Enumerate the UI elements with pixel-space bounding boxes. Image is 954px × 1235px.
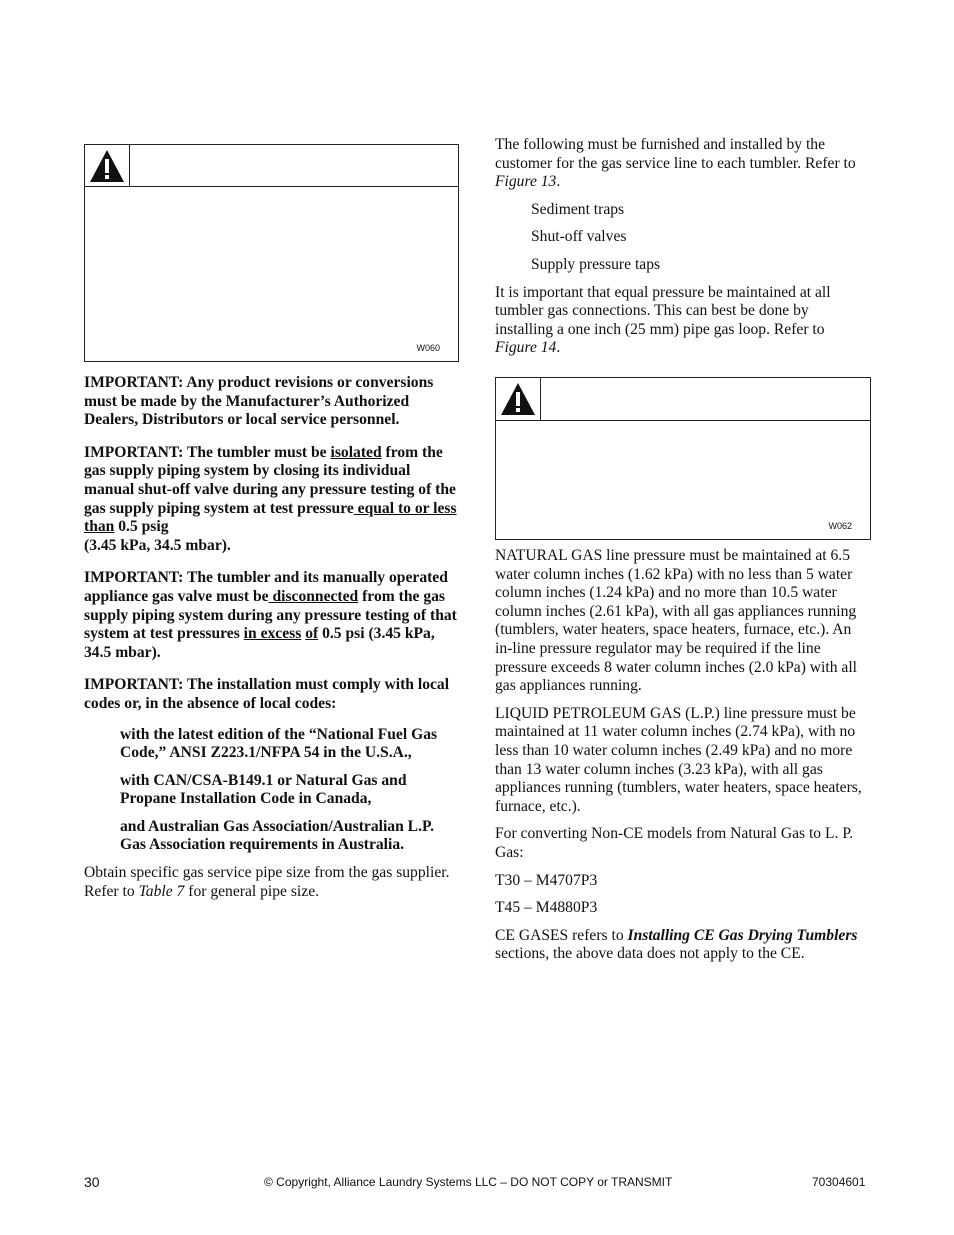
t45-kit: T45 – M4880P3 bbox=[495, 899, 598, 917]
left-column bbox=[84, 374, 458, 915]
warning-triangle-icon bbox=[499, 381, 537, 417]
right-column-top bbox=[495, 136, 869, 372]
right-column-bottom bbox=[495, 547, 869, 978]
important-revisions: IMPORTANT: Any product revisions or conversions must be made by the Manufacturer’s Authorized Dealers, Distributors or local service personnel. bbox=[84, 374, 434, 429]
list-item: Shut-off valves bbox=[531, 228, 627, 246]
warning-header bbox=[85, 145, 458, 187]
copyright-notice: © Copyright, Alliance Laundry Systems LLC – DO NOT COPY or TRANSMIT bbox=[264, 1175, 673, 1189]
warning-code: W062 bbox=[828, 521, 852, 531]
code-item: with the latest edition of the “National Fuel Gas Code,” ANSI Z223.1/NFPA 54 in the U.S.A., bbox=[120, 725, 438, 762]
document-number: 70304601 bbox=[812, 1175, 866, 1189]
lp-gas-paragraph: LIQUID PETROLEUM GAS (L.P.) line pressure must be maintained at 11 water column inches (2.74 kPa), with no less than 10 water column inches (2.49 kPa) and no more than 13 water column inches (3.23 kPa), with all gas appliances running (tumblers, water heaters, space heaters, furnace, etc.). bbox=[495, 704, 862, 815]
pipe-size-paragraph: Obtain specific gas service pipe size from the gas supplier. Refer to Table 7 for general pipe size. bbox=[84, 864, 450, 900]
page-number: 30 bbox=[84, 1174, 100, 1190]
important-disconnected: IMPORTANT: The tumbler and its manually operated appliance gas valve must be disconnected from the gas supply piping system during any pressure testing of that system at test pressures in excess of 0.5 psi (3.45 kPa, 34.5 mbar). bbox=[84, 569, 457, 661]
list-item: Sediment traps bbox=[531, 200, 625, 218]
equal-pressure-paragraph: It is important that equal pressure be maintained at all tumbler gas connections. This can best be done by installing a one inch (25 mm) pipe gas loop. Refer to Figure 14. bbox=[495, 283, 831, 357]
warning-box-2 bbox=[495, 377, 871, 540]
code-item: with CAN/CSA-B149.1 or Natural Gas and Propane Installation Code in Canada, bbox=[120, 771, 407, 808]
warning-triangle-icon bbox=[88, 148, 126, 184]
ce-gases-paragraph: CE GASES refers to Installing CE Gas Drying Tumblers sections, the above data does not apply to the CE. bbox=[495, 926, 858, 963]
furnished-paragraph: The following must be furnished and installed by the customer for the gas service line to each tumbler. Refer to Figure 13. bbox=[495, 136, 856, 191]
important-isolated: IMPORTANT: The tumbler must be isolated from the gas supply piping system by closing its individual manual shut-off valve during any pressure testing of the gas supply piping system at test pressure equal to or less than 0.5 psig (3.45 kPa, 34.5 mbar). bbox=[84, 443, 457, 554]
code-item: and Australian Gas Association/Australian L.P. Gas Association requirements in Australia. bbox=[120, 817, 434, 854]
warning-header-divider bbox=[129, 145, 130, 186]
t30-kit: T30 – M4707P3 bbox=[495, 871, 598, 889]
warning-header bbox=[496, 378, 870, 421]
warning-header-divider bbox=[540, 378, 541, 420]
warning-box-1 bbox=[84, 144, 459, 362]
list-item: Supply pressure taps bbox=[531, 255, 661, 273]
natural-gas-paragraph: NATURAL GAS line pressure must be maintained at 6.5 water column inches (1.62 kPa) with no less than 5 water column inches (1.24 kPa) and no more than 10.5 water column inches (2.61 kPa), with all gas appliances running (tumblers, water heaters, space heaters, furnace, etc.). An in-line pressure regulator may be required if the line pressure exceeds 8 water column inches (2.0 kPa) with all gas appliances running. bbox=[495, 547, 858, 695]
warning-code: W060 bbox=[416, 343, 440, 353]
converting-paragraph: For converting Non-CE models from Natural Gas to L. P. Gas: bbox=[495, 825, 854, 861]
important-codes: IMPORTANT: The installation must comply with local codes or, in the absence of local codes: bbox=[84, 676, 450, 712]
